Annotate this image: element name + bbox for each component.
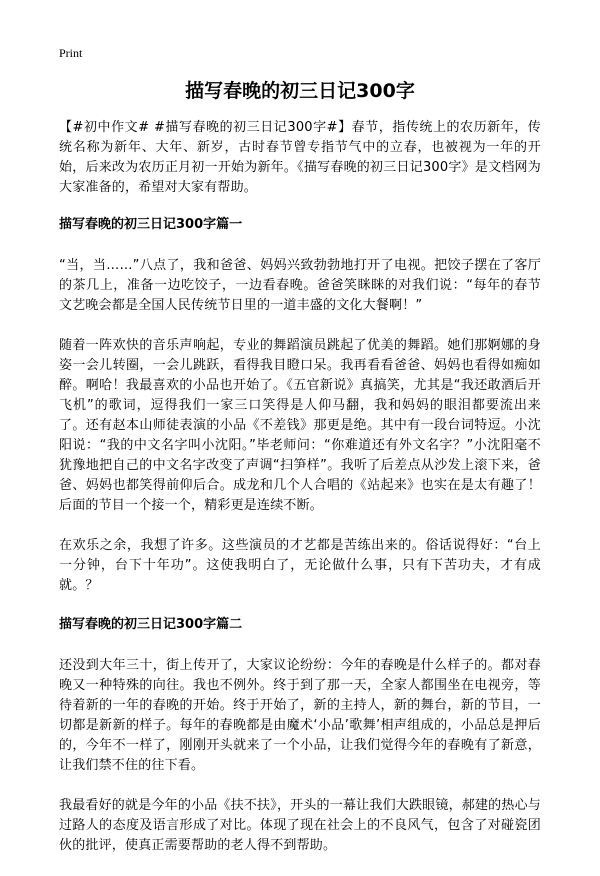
intro-paragraph: 【#初中作文# #描写春晚的初三日记300字#】春节，指传统上的农历新年，传统名称为新年、大年、新岁，古时春节曾专指节气中的立春，也被视为一年的开始，后来改为农历正月初一开始为新年。《描写春晚的初三日记300字》是文档网为大家准备的，希望对大家有帮助。	[59, 120, 541, 195]
section-1-paragraph-1: “当，当……”八点了，我和爸爸、妈妈兴致勃勃地打开了电视。把饺子摆在了客厅的茶几上，准备一边吃饺子，一边看春晚。爸爸笑眯眯的对我们说：“每年的春节文艺晚会都是全国人民传统节日里的一道丰盛的文化大餐啊！”	[59, 258, 541, 313]
section-1-paragraph-2: 随着一阵欢快的音乐声响起，专业的舞蹈演员跳起了优美的舞蹈。她们那婀娜的身姿一会儿转圈，一会儿跳跃，看得我目瞪口呆。我再看看爸爸、妈妈也看得如痴如醉。啊哈！我最喜欢的小品也开始了。《五官新说》真搞笑，尤其是“我还敢酒后开飞机”的歌词，逗得我们一家三口笑得是人仰马翻，我和妈妈的眼泪都要流出来了。还有赵本山师徒表演的小品《不差钱》那更是绝。其中有一段台词特逗。小沈阳说：“我的中文名字叫小沈阳。”毕老师问：“你难道还有外文名字？”小沈阳毫不犹豫地把自己的中文名字改变了声调“扫笋样”。我听了后差点从沙发上滚下来，爸爸、妈妈也都笑得前仰后合。成龙和几个人合唱的《站起来》也实在是太有趣了！后面的节目一个接一个，精彩更是连续不断。	[59, 338, 541, 513]
print-link[interactable]: Print	[59, 46, 83, 60]
section-2-paragraph-1: 还没到大年三十，街上传开了，大家议论纷纷：今年的春晚是什么样子的。都对春晚又一种特殊的向往。我也不例外。终于到了那一天，全家人都围坐在电视旁，等待着新的一年的春晚的开始。终于开始了，新的主持人，新的舞台，新的节目，一切都是新新的样子。每年的春晚都是由魔术‘小品’歌舞’相声组成的，小品总是押后的，今年不一样了，刚刚开头就来了一个小品，让我们觉得今年的春晚有了新意，让我们禁不住的往下看。	[59, 658, 541, 773]
section-heading-2: 描写春晚的初三日记300字篇二	[59, 617, 243, 632]
section-1-paragraph-3: 在欢乐之余，我想了许多。这些演员的才艺都是苦练出来的。俗话说得好：“台上一分钟，台下十年功”。这使我明白了，无论做什么事，只有下苦功夫，才有成就。？	[59, 538, 541, 593]
section-2-paragraph-2: 我最看好的就是今年的小品《扶不扶》，开头的一幕让我们大跌眼镜，郝建的热心与过路人的态度及语言形成了对比。体现了现在社会上的不良风气，包含了对碰瓷团伙的批评，使真正需要帮助的老人得不到帮助。	[59, 798, 541, 853]
page-title: 描写春晚的初三日记300字	[185, 80, 415, 102]
document-body	[59, 118, 541, 876]
section-heading-1: 描写春晚的初三日记300字篇一	[59, 217, 243, 232]
